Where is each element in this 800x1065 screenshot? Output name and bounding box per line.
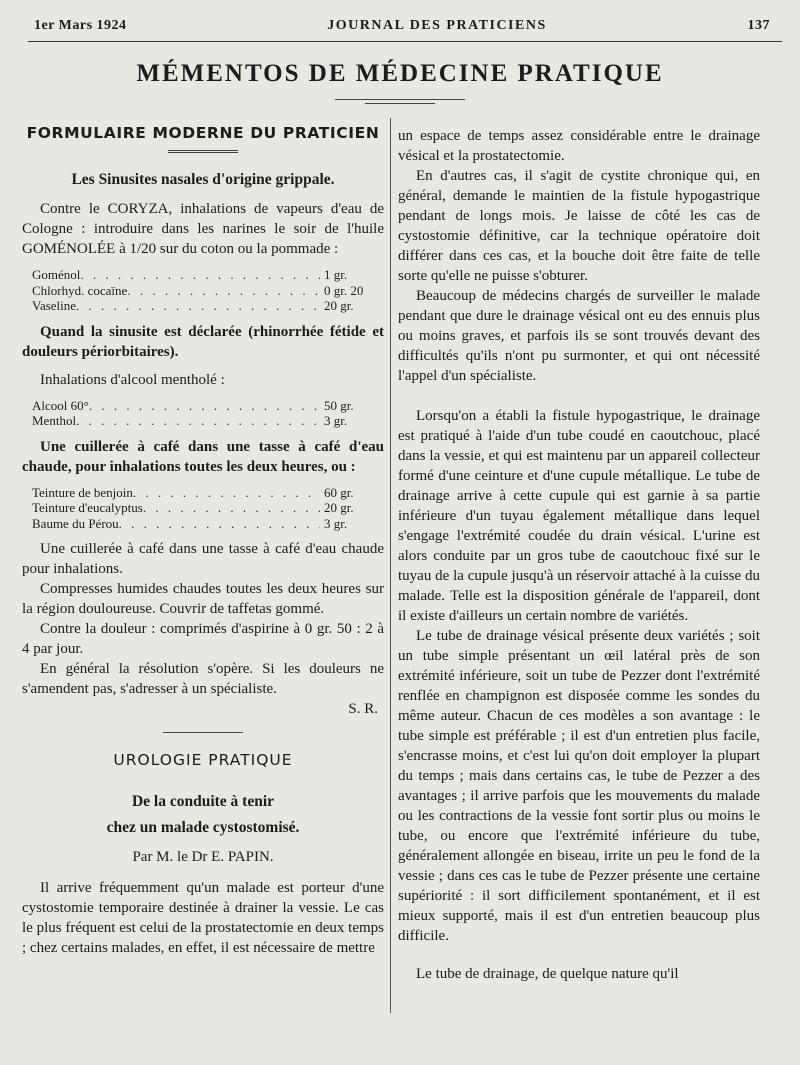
recipe-row: Baume du Pérou . . . 3 gr. (32, 516, 384, 532)
column-divider (390, 118, 391, 1013)
paragraph: Le tube de drainage vésical présente deux variétés ; soit un tube simple présentant un œil latéral près de son extrémité inférieure, soit un tube de Pezzer dont l'extrémité renflée en champignon est disposée comme les sondes du même auteur. Chacun de ces modèles a son avantage : le tube simple est préférable ; il est d'un entretien plus facile, s'encrasse moins, et c'est lui qu'on doit employer la plupart du temps ; mais dans certains cas, le tube de Pezzer a des avantages ; il arrive parfois que les mouvements du malade ou les contractions de la vessie font sortir plus ou moins le tube, ou encore que l'extrémité inférieure du tube, généralement allongée en biseau, irrite un peu le fond de la vessie ; dans ces cas le tube de Pezzer présente une certaine supériorité : il sort difficilement spontanément, et il est mieux supporté, mais il est d'un entretien beaucoup plus difficile. (398, 628, 760, 944)
recipe-row: Alcool 60° . . . 50 gr. (32, 398, 384, 414)
title-rule (335, 99, 465, 100)
article-title-sinusites: Les Sinusites nasales d'origine grippale. (71, 171, 335, 188)
paragraph: Contre la douleur : comprimés d'aspirine à 0 gr. 50 : 2 à 4 par jour. (22, 621, 384, 657)
author-byline: Par M. le Dr E. PAPIN. (132, 849, 274, 865)
recipe-list-2 (32, 398, 384, 429)
recipe-row: Teinture de benjoin . . . 60 gr. (32, 485, 384, 501)
paragraph: En général la résolution s'opère. Si les douleurs ne s'amendent pas, s'adresser à un spécialiste. (22, 661, 384, 697)
recipe-row: Goménol . . . 1 gr. (32, 267, 384, 283)
paragraph: Il arrive fréquemment qu'un malade est porteur d'une cystostomie temporaire destinée à drainer la vessie. Le cas le plus fréquent est celui de la prostatectomie en deux temps ; chez certains malades, en effet, il est nécessaire de mettre (22, 880, 384, 956)
page-number: 137 (747, 18, 770, 33)
paragraph: Une cuillerée à café dans une tasse à café d'eau chaude pour inhalations. (22, 541, 384, 577)
left-column (22, 118, 384, 958)
title-rule-short (365, 103, 435, 104)
paragraph: En d'autres cas, il s'agit de cystite chronique qui, en général, demande le maintien de la fistule hypogastrique pendant de longs mois. Je laisse de côté les cas de cystostomie définitive, car la technique opératoire doit différer dans ces cas, et la bouche doit être faite de telle sorte qu'elle ne puisse s'obturer. (398, 168, 760, 284)
paragraph: un espace de temps assez considérable entre le drainage vésical et la prostatectomie. (398, 128, 760, 164)
header-rule (28, 41, 782, 42)
signature: S. R. (348, 701, 378, 717)
paragraph: Inhalations d'alcool mentholé : (40, 371, 225, 388)
recipe-row: Menthol . . . 3 gr. (32, 413, 384, 429)
journal-name: JOURNAL DES PRATICIENS (327, 18, 547, 33)
recipe-row: Chlorhyd. cocaïne . . . 0 gr. 20 (32, 283, 384, 299)
right-column (398, 126, 760, 984)
section-rule (168, 150, 238, 153)
recipe-row: Teinture d'eucalyptus . . . 20 gr. (32, 500, 384, 516)
recipe-row: Vaseline . . . 20 gr. (32, 298, 384, 314)
separator-rule (163, 732, 243, 733)
recipe-list-1 (32, 267, 384, 314)
paragraph: Quand la sinusite est déclarée (rhinorrhée fétide et douleurs périorbitaires). (22, 323, 384, 360)
article-title-line-1: De la conduite à tenir (131, 793, 275, 810)
paragraph: Le tube de drainage, de quelque nature qu'il (416, 966, 679, 982)
paragraph: Compresses humides chaudes toutes les deux heures sur la région douloureuse. Couvrir de taffetas gommé. (22, 581, 384, 617)
main-title: MÉMENTOS DE MÉDECINE PRATIQUE (136, 60, 664, 87)
article-title-line-2: chez un malade cystostomisé. (106, 819, 300, 836)
running-header (34, 18, 770, 34)
section-title-formulaire: FORMULAIRE MODERNE DU PRATICIEN (26, 124, 380, 142)
paragraph: Une cuillerée à café dans une tasse à café d'eau chaude, pour inhalations toutes les deux heures, ou : (22, 438, 384, 475)
recipe-list-3 (32, 485, 384, 532)
issue-date: 1er Mars 1924 (34, 18, 127, 33)
paragraph: Beaucoup de médecins chargés de surveiller le malade pendant que dure le drainage vésical ont eu des ennuis plus ou moins graves, et parfois ils se sont trouvés devant des difficultés qu'ils n'ont pu surmonter, et qui ont nécessité l'appel d'un spécialiste. (398, 288, 760, 384)
paragraph: Contre le CORYZA, inhalations de vapeurs d'eau de Cologne : introduire dans les narines le soir de l'huile GOMÉNOLÉE à 1/20 sur du coton ou la pommade : (22, 201, 384, 257)
section-title-urologie: UROLOGIE PRATIQUE (113, 751, 293, 769)
paragraph: Lorsqu'on a établi la fistule hypogastrique, le drainage est pratiqué à l'aide d'un tube coudé en caoutchouc, placé dans la vessie, et qui est maintenu par un appareil collecteur formé d'une ceinture et d'une cupule métallique. Le tube de drainage arrive à cette cupule qui est garnie à sa partie inférieure d'un tuyau également métallique dans lequel s'engage l'extrémité coudée du drain vésical. L'urine est alors conduite par un gros tube de caoutchouc fixé sur le tuyau de la cupule jusqu'à un réservoir attaché à la cuisse du malade. Telle est la disposition générale de l'appareil, dont il existe d'ailleurs un certain nombre de variétés. (398, 408, 760, 624)
